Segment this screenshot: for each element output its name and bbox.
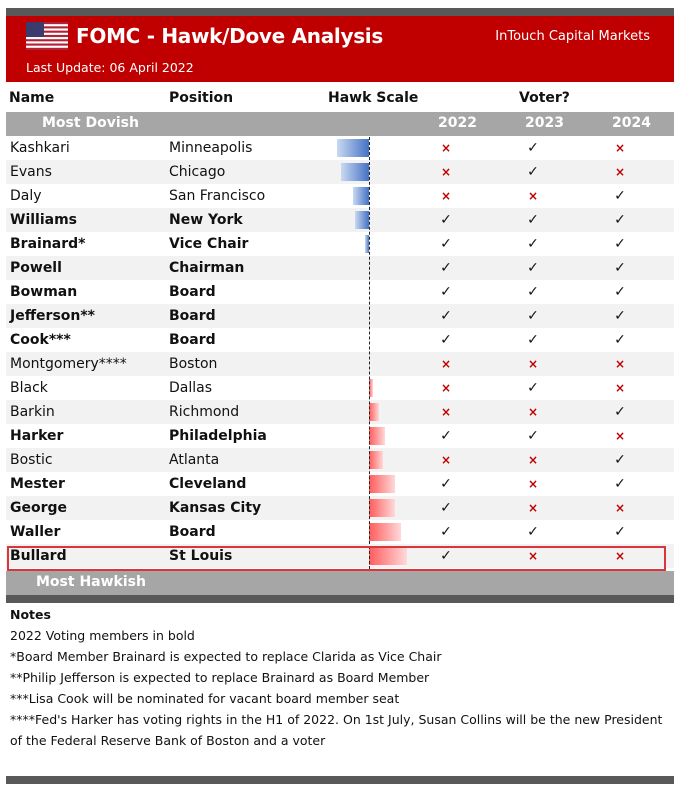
cross-icon: × [440, 165, 452, 179]
check-icon: ✓ [440, 524, 452, 540]
member-position: Boston [169, 356, 218, 372]
cross-icon: × [527, 477, 539, 491]
table-row [6, 448, 674, 472]
member-position: Chicago [169, 164, 226, 180]
most-dovish-label: Most Dovish [42, 115, 139, 131]
top-rule [6, 8, 674, 16]
member-position: St Louis [169, 548, 233, 564]
cross-icon: × [440, 141, 452, 155]
member-name: Powell [10, 260, 62, 276]
year-2024: 2024 [612, 115, 651, 131]
cross-icon: × [614, 357, 626, 371]
page-title: FOMC - Hawk/Dove Analysis [76, 24, 383, 48]
separator-rule [6, 595, 674, 603]
check-icon: ✓ [614, 476, 626, 492]
table-row [6, 184, 674, 208]
header-banner [6, 16, 674, 82]
member-position: Atlanta [169, 452, 220, 468]
cross-icon: × [614, 549, 626, 563]
member-position: San Francisco [169, 188, 266, 204]
cross-icon: × [614, 165, 626, 179]
table-row [6, 328, 674, 352]
table-row [6, 376, 674, 400]
check-icon: ✓ [527, 284, 539, 300]
cross-icon: × [440, 405, 452, 419]
member-name: Kashkari [10, 140, 70, 156]
table-row [6, 280, 674, 304]
check-icon: ✓ [527, 380, 539, 396]
check-icon: ✓ [527, 428, 539, 444]
brand-name: InTouch Capital Markets [495, 29, 650, 44]
member-name: Williams [10, 212, 78, 228]
member-name: Bostic [10, 452, 53, 468]
last-update: Last Update: 06 April 2022 [26, 60, 194, 75]
member-position: Minneapolis [169, 140, 253, 156]
note-line: *Board Member Brainard is expected to replace Clarida as Vice Chair [10, 649, 442, 664]
member-position: Vice Chair [169, 236, 249, 252]
table-row [6, 160, 674, 184]
column-header-voter: Voter? [519, 90, 570, 106]
cross-icon: × [527, 357, 539, 371]
note-line: ****Fed's Harker has voting rights in the H1 of 2022. On 1st July, Susan Collins will be the new President of the Federal Reserve Bank of Boston and a voter [10, 712, 663, 748]
member-position: Cleveland [169, 476, 247, 492]
table-row [6, 520, 674, 544]
table-row [6, 400, 674, 424]
table-row [6, 304, 674, 328]
table-row [6, 496, 674, 520]
cross-icon: × [614, 381, 626, 395]
check-icon: ✓ [614, 236, 626, 252]
member-position: New York [169, 212, 243, 228]
member-name: Jefferson** [10, 308, 96, 324]
check-icon: ✓ [527, 236, 539, 252]
check-icon: ✓ [527, 212, 539, 228]
check-icon: ✓ [527, 164, 539, 180]
check-icon: ✓ [440, 284, 452, 300]
bottom-rule [6, 776, 674, 784]
cross-icon: × [440, 357, 452, 371]
check-icon: ✓ [614, 188, 626, 204]
check-icon: ✓ [440, 428, 452, 444]
member-name: Evans [10, 164, 52, 180]
check-icon: ✓ [527, 332, 539, 348]
check-icon: ✓ [527, 260, 539, 276]
member-name: Daly [10, 188, 42, 204]
note-line: ***Lisa Cook will be nominated for vacant board member seat [10, 691, 400, 706]
check-icon: ✓ [614, 524, 626, 540]
table-row [6, 472, 674, 496]
notes-heading: Notes [10, 607, 51, 622]
check-icon: ✓ [527, 308, 539, 324]
cross-icon: × [440, 381, 452, 395]
member-position: Richmond [169, 404, 240, 420]
member-name: Montgomery**** [10, 356, 127, 372]
table-row [6, 256, 674, 280]
check-icon: ✓ [440, 212, 452, 228]
cross-icon: × [527, 405, 539, 419]
member-position: Board [169, 284, 216, 300]
table-row [6, 136, 674, 160]
member-name: Bowman [10, 284, 78, 300]
us-flag-icon [26, 22, 68, 50]
cross-icon: × [527, 501, 539, 515]
member-name: Black [10, 380, 48, 396]
member-position: Dallas [169, 380, 213, 396]
column-header-name: Name [9, 90, 55, 106]
notes-section [10, 604, 670, 751]
check-icon: ✓ [440, 500, 452, 516]
check-icon: ✓ [614, 308, 626, 324]
check-icon: ✓ [440, 260, 452, 276]
cross-icon: × [440, 189, 452, 203]
member-name: Bullard [10, 548, 67, 564]
member-name: Harker [10, 428, 64, 444]
member-name: Waller [10, 524, 61, 540]
member-position: Chairman [169, 260, 245, 276]
column-header-hawk-scale: Hawk Scale [328, 90, 419, 106]
check-icon: ✓ [614, 284, 626, 300]
cross-icon: × [527, 549, 539, 563]
check-icon: ✓ [440, 308, 452, 324]
table-row [6, 352, 674, 376]
check-icon: ✓ [440, 236, 452, 252]
note-line: **Philip Jefferson is expected to replace Brainard as Board Member [10, 670, 430, 685]
check-icon: ✓ [614, 332, 626, 348]
member-position: Board [169, 524, 216, 540]
most-hawkish-label: Most Hawkish [36, 574, 146, 590]
bullard-highlight-box [7, 546, 666, 571]
cross-icon: × [614, 429, 626, 443]
table-row [6, 424, 674, 448]
check-icon: ✓ [440, 476, 452, 492]
member-position: Kansas City [169, 500, 262, 516]
column-header-position: Position [169, 90, 234, 106]
check-icon: ✓ [527, 524, 539, 540]
note-line: 2022 Voting members in bold [10, 628, 195, 643]
zero-line [369, 137, 370, 569]
cross-icon: × [440, 453, 452, 467]
check-icon: ✓ [527, 140, 539, 156]
member-name: Brainard* [10, 236, 86, 252]
check-icon: ✓ [440, 332, 452, 348]
member-name: Barkin [10, 404, 55, 420]
member-name: Mester [10, 476, 65, 492]
check-icon: ✓ [614, 452, 626, 468]
year-2023: 2023 [525, 115, 564, 131]
member-position: Philadelphia [169, 428, 267, 444]
cross-icon: × [614, 141, 626, 155]
table-row [6, 232, 674, 256]
member-position: Board [169, 332, 216, 348]
check-icon: ✓ [614, 212, 626, 228]
member-position: Board [169, 308, 216, 324]
cross-icon: × [527, 453, 539, 467]
member-name: Cook*** [10, 332, 71, 348]
check-icon: ✓ [614, 404, 626, 420]
cross-icon: × [614, 501, 626, 515]
check-icon: ✓ [614, 260, 626, 276]
table-row [6, 208, 674, 232]
most-dovish-band [6, 112, 674, 136]
member-name: George [10, 500, 68, 516]
most-hawkish-band [6, 571, 674, 595]
year-2022: 2022 [438, 115, 477, 131]
check-icon: ✓ [440, 548, 452, 564]
cross-icon: × [527, 189, 539, 203]
